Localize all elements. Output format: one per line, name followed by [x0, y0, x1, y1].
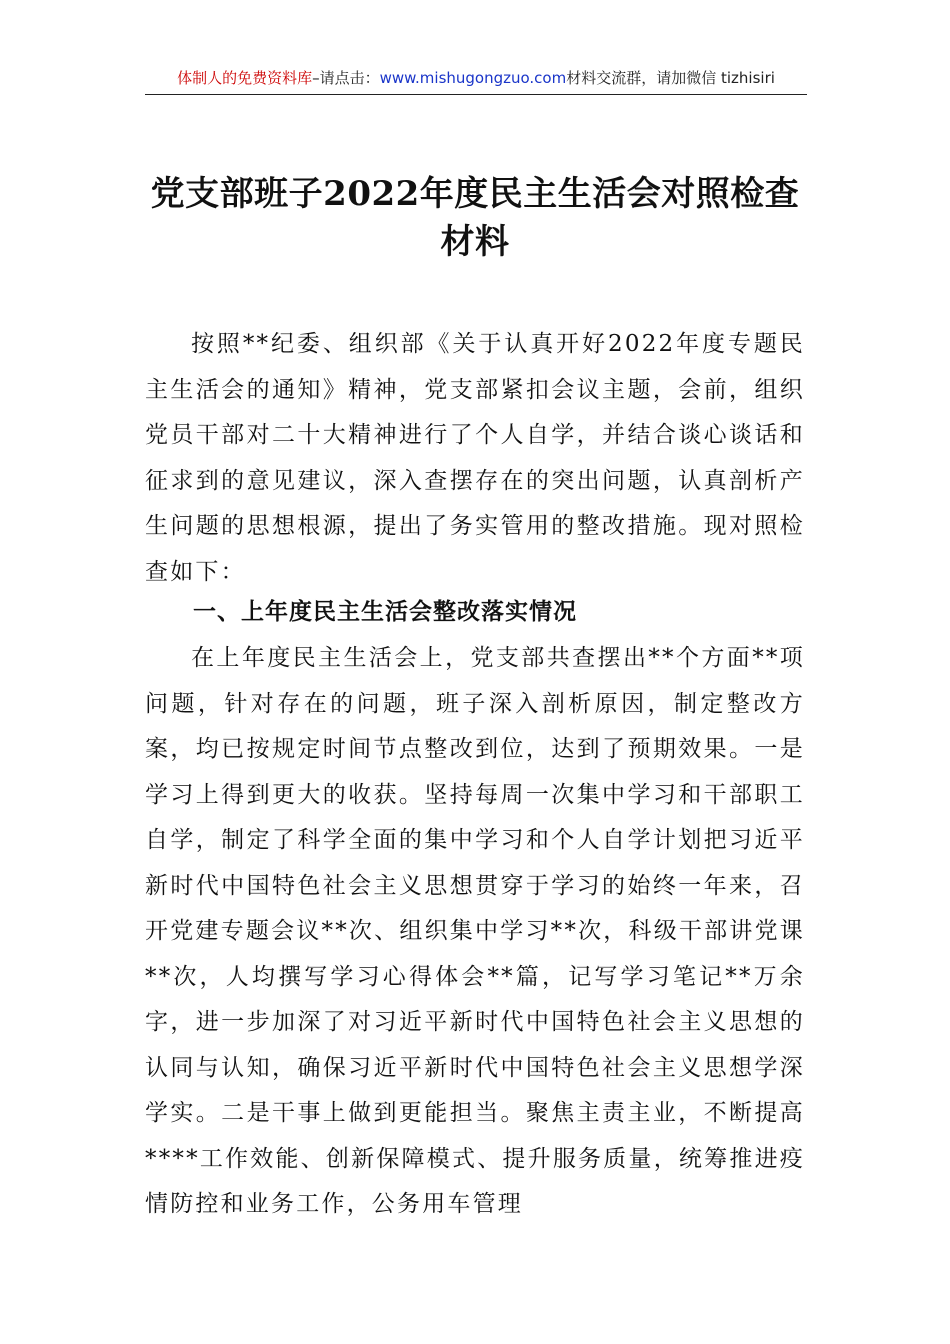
header-contact: 材料交流群，请加微信 tizhisiri — [566, 69, 775, 87]
header-prompt: –请点击： — [312, 69, 380, 87]
page-header — [145, 64, 807, 95]
document-title — [140, 170, 810, 266]
section-body-paragraph: 在上年度民主生活会上，党支部共查摆出**个方面**项问题，针对存在的问题，班子深入剖析原因，制定整改方案，均已按规定时间节点整改到位，达到了预期效果。一是学习上得到更大的收获。坚持每周一次集中学习和干部职工自学，制定了科学全面的集中学习和个人自学计划把习近平新时代中国特色社会主义思想贯穿于学习的始终一年来，召开党建专题会议**次、组织集中学习**次，科级干部讲党课**次，人均撰写学习心得体会**篇，记写学习笔记**万余字，进一步加深了对习近平新时代中国特色社会主义思想的认同与认知，确保习近平新时代中国特色社会主义思想学深学实。二是干事上做到更能担当。聚焦主责主业，不断提高****工作效能、创新保障模式、提升服务质量，统筹推进疫情防控和业务工作，公务用车管理 — [145, 645, 805, 1217]
title-line-1: 党支部班子2022年度民主生活会对照检查 — [150, 174, 800, 214]
intro-paragraph: 按照**纪委、组织部《关于认真开好2022年度专题民主生活会的通知》精神，党支部紧扣会议主题，会前，组织党员干部对二十大精神进行了个人自学，并结合谈心谈话和征求到的意见建议，深入查摆存在的突出问题，认真剖析产生问题的思想根源，提出了务实管用的整改措施。现对照检查如下： — [145, 331, 805, 585]
header-url-link[interactable]: www.mishugongzuo.com — [379, 69, 567, 87]
section-heading: 一、上年度民主生活会整改落实情况 — [193, 599, 577, 625]
header-site-name: 体制人的免费资料库 — [177, 69, 313, 87]
title-line-2: 材料 — [440, 222, 510, 262]
